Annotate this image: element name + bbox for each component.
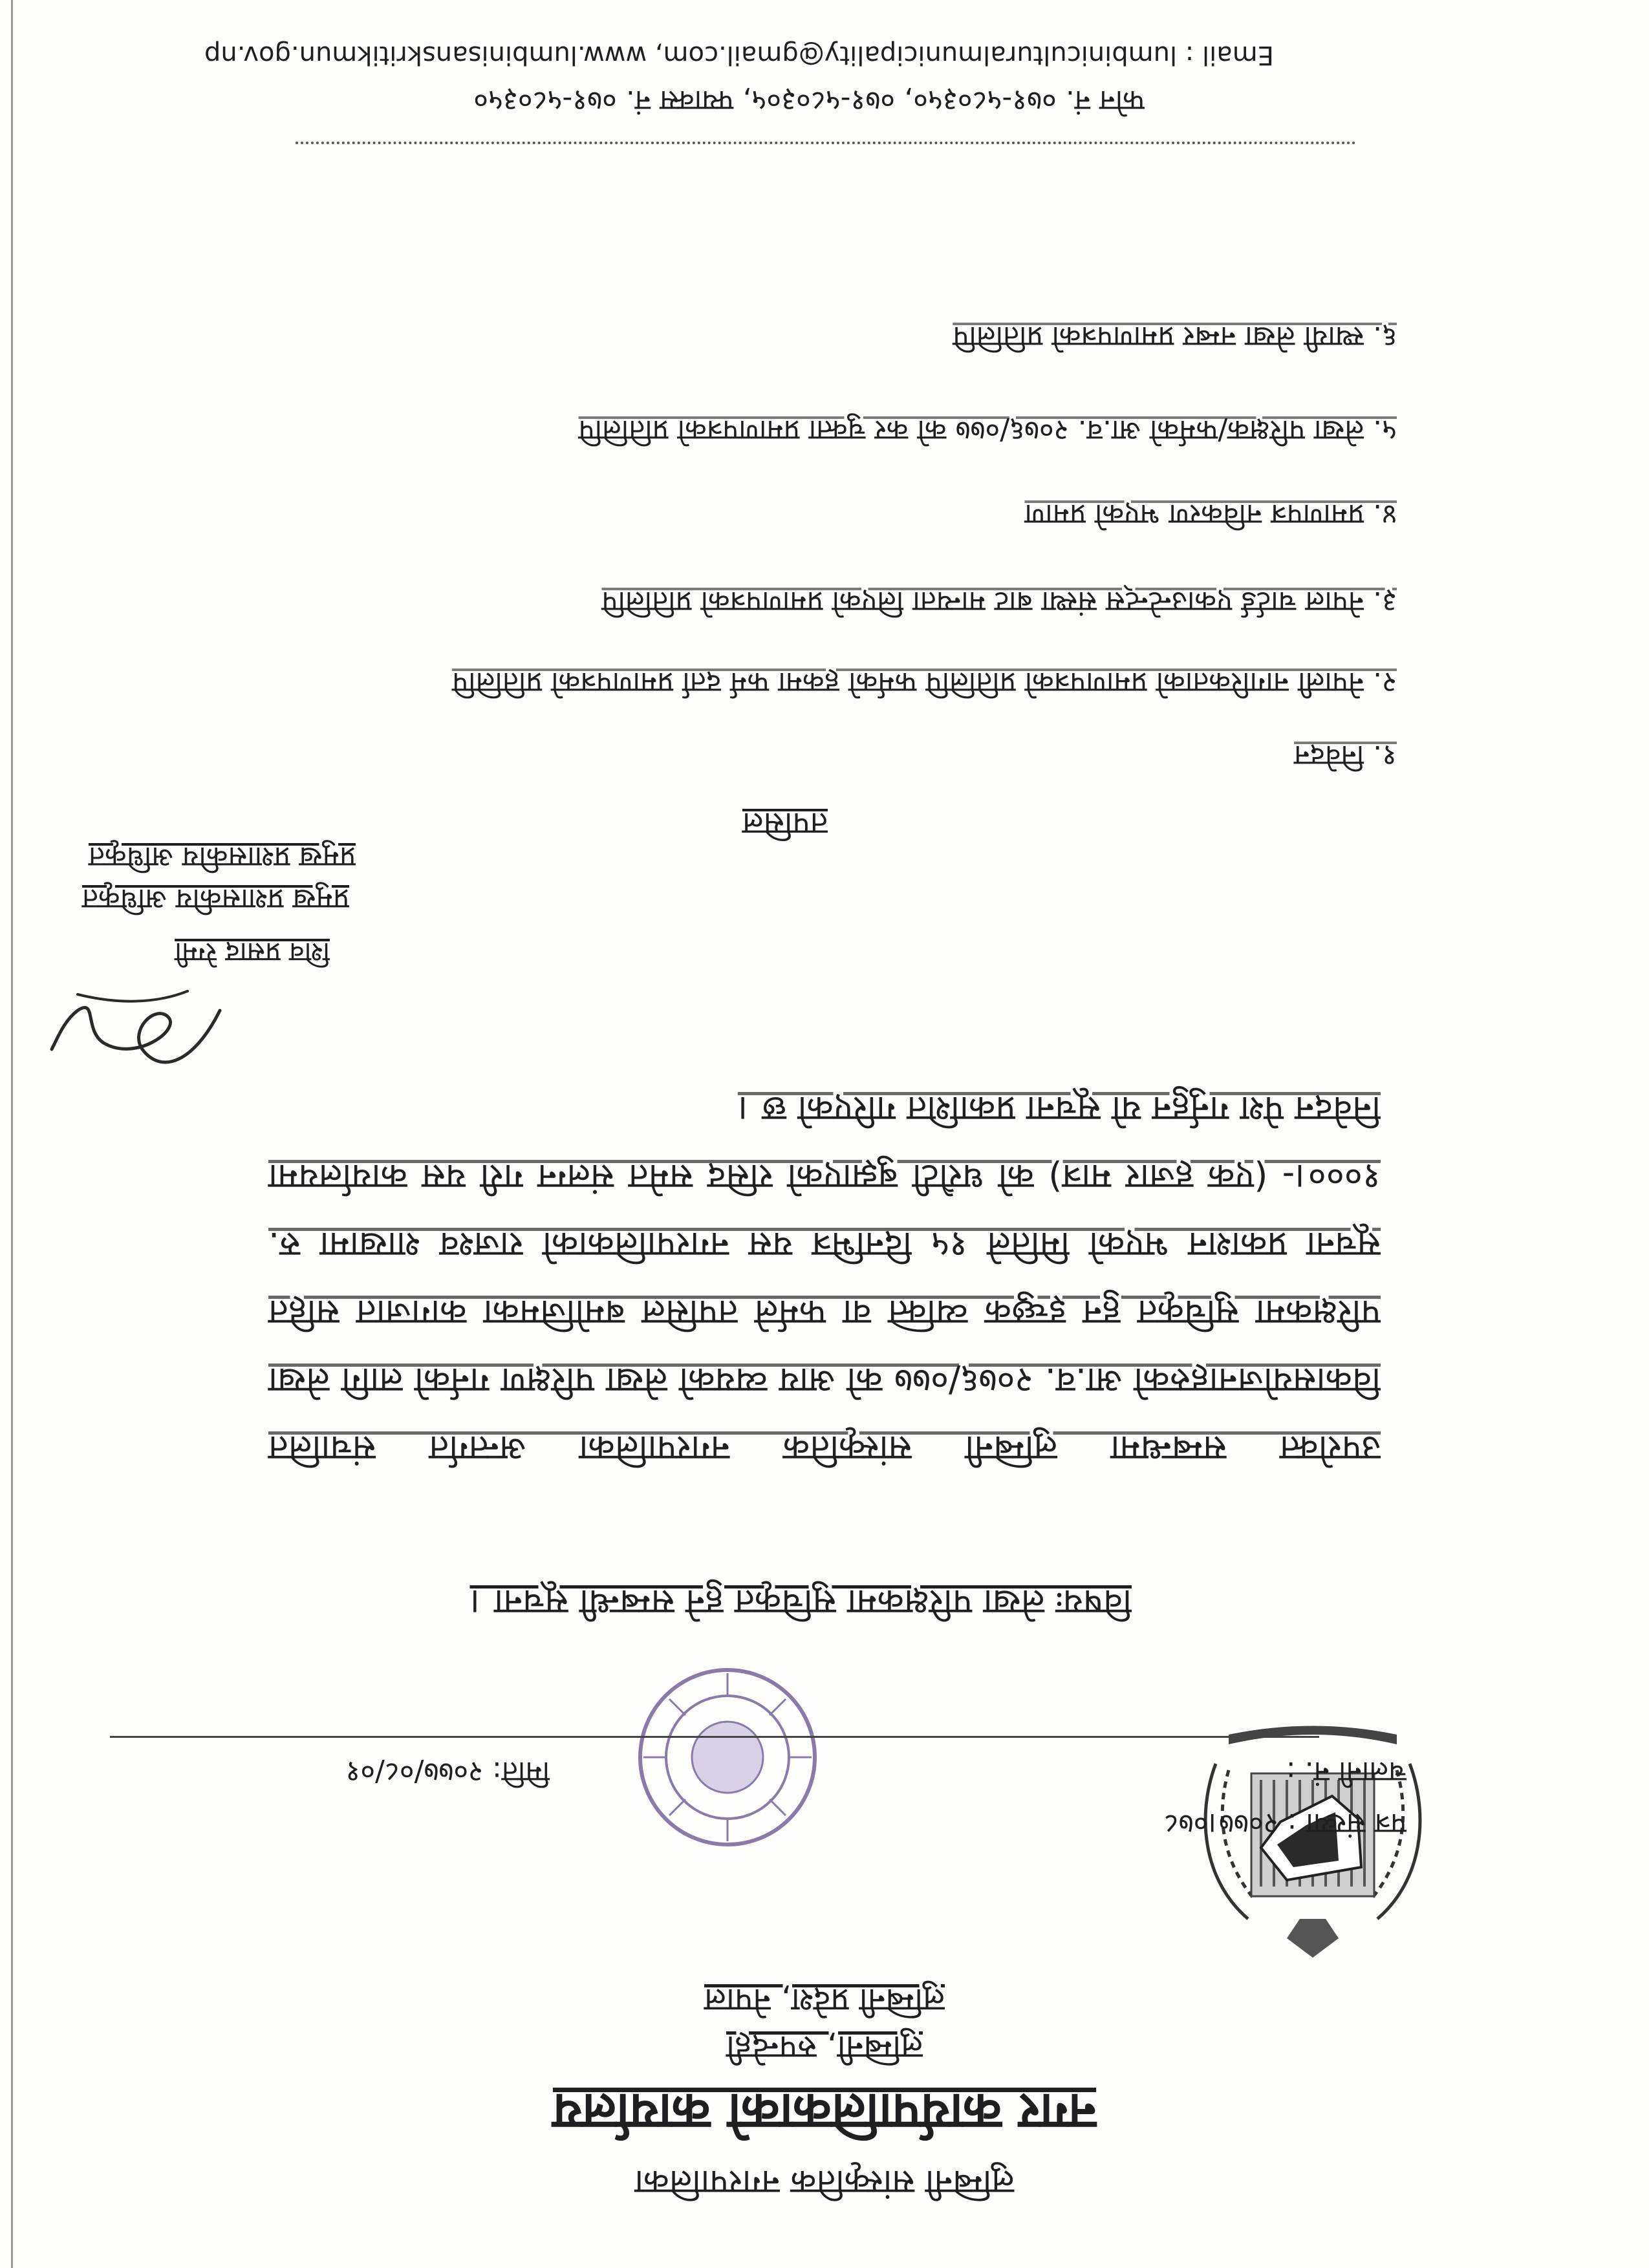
enclosure-item: ४. प्रमाणपत्र नविकरण भएको प्रमाण — [1024, 498, 1397, 531]
enclosure-item: २. नेपाली नागरिकताको प्रमाणपत्रको प्रतिलिपि फर्मको हकमा फर्म दर्ता प्रमाणपत्रको प्रतिलिपि — [452, 666, 1397, 699]
signer-title: प्रमुख प्रशासकीय अधिकृत — [81, 883, 349, 915]
office-seal-icon — [630, 1660, 824, 1854]
dispatch-number: चलानी नं. : — [1286, 1755, 1406, 1788]
footer-divider — [294, 142, 1355, 144]
office-province: लुम्बिनी प्रदेश, नेपाल — [704, 1982, 945, 2019]
header-divider — [110, 1736, 1319, 1738]
office-address: लुम्बिनी, रुपन्देही — [726, 2029, 923, 2066]
letter-number: पत्र संख्या : २०७७।०७८ — [1163, 1807, 1406, 1840]
notice-subject: विषयः लेखा परिक्षकमा सुचिकृत हुने सम्बन्धी सूचना । — [469, 1582, 1132, 1623]
enclosure-item: १. निवेदन — [1294, 739, 1397, 772]
office-name: नगर कार्यपालिकाको कार्यालय — [552, 2082, 1097, 2141]
issue-date: मिति: २०७७/०८/०१ — [345, 1755, 550, 1788]
enclosure-item: ५. लेखा परिक्षक/फर्मको आ.व. २०७६/०७७ को कर चुक्ता प्रमाणपत्रको प्रतिलिपि — [578, 414, 1397, 447]
enclosure-heading: तपसिल — [742, 806, 828, 842]
contact-email: Email : lumbiniculturalmunicipality@gmail.com, www.lumbinisanskritikmun.gov.np — [204, 40, 1274, 70]
scan-edge-line — [11, 0, 13, 2268]
signer-name: शिव प्रसाद रेग्मी — [175, 937, 330, 968]
signer-title-line-2: प्रमुख प्रशासकीय अधिकृत — [88, 840, 356, 873]
contact-phone: फोन नं. ०७१-५८०३५०, ०७१-५८०३०५, फ्याक्स नं. ०७१-५८०३५० — [473, 84, 1145, 117]
signature-icon — [45, 978, 233, 1088]
enclosure-item: ३. नेपाल चार्टर्ड एकाउन्टेन्ट्स संस्था बाट मान्यता लिएको प्रमाणपत्रको प्रतिलिपि — [601, 585, 1397, 618]
municipality-name: लुम्बिनी सांस्कृतिक नगरपालिका — [634, 2163, 1015, 2201]
enclosure-item: ६. स्थायी लेखा नम्बर प्रमाणपत्रको प्रतिलिपि — [953, 320, 1397, 353]
notice-body: उपरोक्त सम्बन्धमा लुम्बिनी सांस्कृतिक नगरपालिका अन्तर्गत संचालित विकासयोजनाहरुको आ.व. २०७६/०७७ को आय व्ययको लेखा परिक्षण गर्नको लागि लेखा परिक्षकमा सुचिकृत हुन इच्छुक व्यक्ति वा फर्मले तपसिल बमोजिमका कागजात सहित सूचना प्रकाशन भएको मितिले १५ दिनभित्र यस नगरपालिकाको राजश्व शाखामा रु. १०००।- (एक हजार मात्र) को धरौटी बुझाएको रसिद समेत संलग्न गरी यस कार्यालयमा निवेदन पेश गर्नुहुन यो सूचना प्रकाशित गरिएको छ । — [268, 1089, 1381, 1469]
